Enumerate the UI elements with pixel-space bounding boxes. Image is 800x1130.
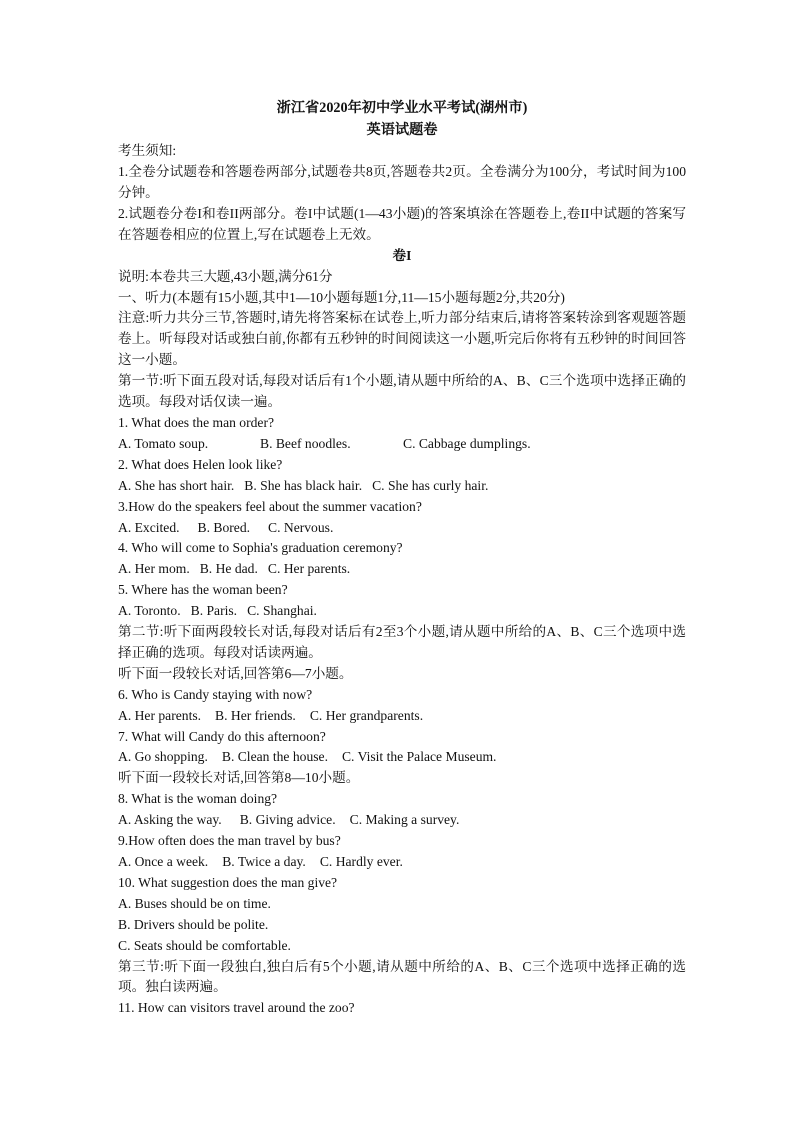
option-a: A. Toronto. [118,603,181,619]
option-a: A. Excited. [118,519,180,535]
question-8-options [118,810,686,831]
exam-page [118,98,686,1019]
option-a: A. Buses should be on time. [118,895,271,911]
section-3-instructions: 第三节:听下面一段独白,独白后有5个小题,请从题中所给的A、B、C三个选项中选择正确的选项。独白读两遍。 [118,958,686,995]
option-c: C. Visit the Palace Museum. [341,749,497,765]
exam-title: 浙江省2020年初中学业水平考试(湖州市) [276,100,528,116]
section-2-part-a: 听下面一段较长对话,回答第6—7小题。 [118,665,353,681]
exam-subtitle: 英语试题卷 [366,121,438,138]
notice-item-2: 2.试题卷分卷I和卷II两部分。卷I中试题(1—43小题)的答案填涂在答题卷上,卷II中试题的答案写在答题卷相应的位置上,写在试题卷上无效。 [118,205,686,242]
volume-title: 卷I [392,247,412,263]
volume-description: 说明:本卷共三大题,43小题,满分61分 [118,268,333,284]
option-a: A. Her mom. [118,561,190,577]
question-9-options [118,852,686,873]
question-7: 7. What will Candy do this afternoon? [118,728,326,744]
question-6: 6. Who is Candy staying with now? [118,686,313,702]
option-a: A. Once a week. [118,854,209,869]
notice-heading: 考生须知: [118,143,177,159]
option-c: C. Her parents. [267,561,351,577]
question-1-options [118,434,686,455]
option-b: B. Drivers should be polite. [118,916,269,932]
question-4-options [118,559,686,580]
option-b: B. She has black hair. [244,477,363,493]
notice-item-1: 1.全卷分试题卷和答题卷两部分,试题卷共8页,答题卷共2页。全卷满分为100分，考试时间为100分钟。 [118,164,686,200]
option-a: A. Tomato soup. [118,435,209,451]
question-5-options [118,601,686,622]
question-6-options [118,706,686,727]
option-c: C. Shanghai. [247,603,317,619]
section-2-instructions: 第二节:听下面两段较长对话,每段对话后有2至3个小题,请从题中所给的A、B、C三个选项中选择正确的选项。每段对话读两遍。 [118,624,686,660]
option-b: B. Twice a day. [222,854,306,869]
option-c: C. Cabbage dumplings. [403,435,531,451]
option-c: C. Nervous. [268,519,334,535]
listening-heading: 一、听力(本题有15小题,其中1—10小题每题1分,11—15小题每题2分,共20分) [118,289,565,305]
question-4: 4. Who will come to Sophia's graduation ceremony? [118,540,403,556]
option-a: A. Her parents. [118,707,202,723]
option-c: C. Hardly ever. [319,854,403,869]
question-1: 1. What does the man order? [118,414,275,430]
option-a: A. Asking the way. [118,812,222,828]
section-2-part-b: 听下面一段较长对话,回答第8—10小题。 [118,770,360,786]
question-5: 5. Where has the woman been? [118,582,288,598]
option-a: A. Go shopping. [118,749,208,765]
question-9: 9.How often does the man travel by bus? [118,833,341,849]
option-c: C. Her grandparents. [309,707,424,723]
question-3-options [118,518,686,539]
listening-note: 注意:听力共分三节,答题时,请先将答案标在试卷上,听力部分结束后,请将答案转涂到客观题答题卷上。听每段对话或独白前,你都有五秒钟的时间阅读这一小题,听完后你将有五秒钟的时间回答这一小题。 [118,310,686,368]
question-7-options [118,747,686,768]
option-b: B. He dad. [199,561,258,577]
question-3: 3.How do the speakers feel about the summer vacation? [118,498,422,514]
option-c: C. Seats should be comfortable. [118,937,291,953]
option-c: C. She has curly hair. [372,477,489,493]
question-8: 8. What is the woman doing? [118,791,278,807]
option-b: B. Clean the house. [221,749,328,765]
question-2: 2. What does Helen look like? [118,456,283,472]
question-10: 10. What suggestion does the man give? [118,874,338,890]
option-c: C. Making a survey. [349,812,460,828]
option-b: B. Her friends. [215,707,296,723]
option-b: B. Beef noodles. [260,435,351,451]
section-1-instructions: 第一节:听下面五段对话,每段对话后有1个小题,请从题中所给的A、B、C三个选项中选择正确的选项。每段对话仅读一遍。 [118,373,686,410]
option-a: A. She has short hair. [118,477,235,493]
option-b: B. Paris. [190,603,238,619]
option-b: B. Giving advice. [239,812,336,828]
question-11: 11. How can visitors travel around the zoo? [118,1000,355,1016]
option-b: B. Bored. [197,519,251,535]
question-2-options [118,476,686,497]
